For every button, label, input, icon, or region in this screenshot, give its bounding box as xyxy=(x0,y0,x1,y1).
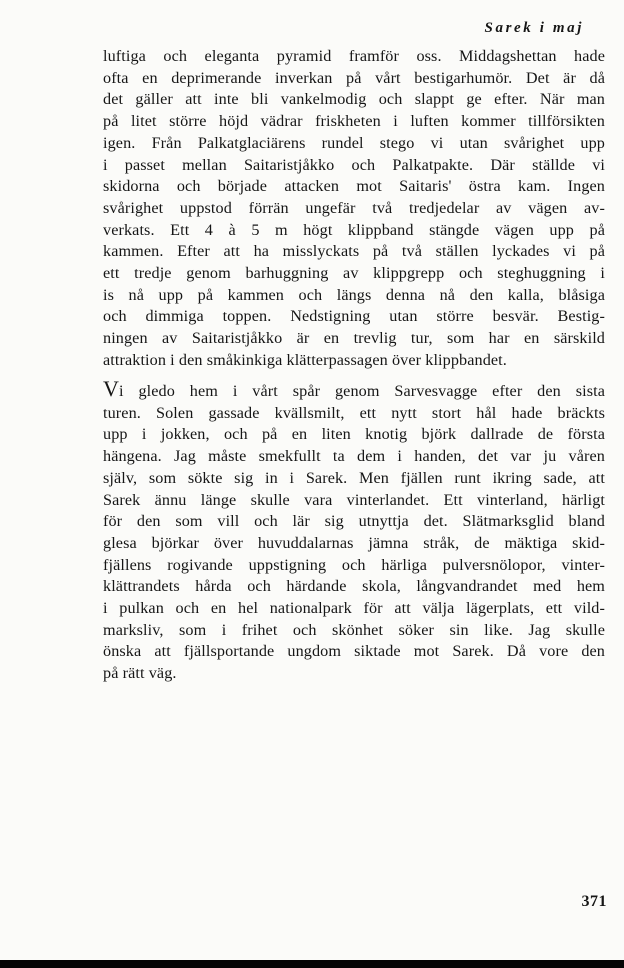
first-line-text: i gledo hem i vårt spår genom Sarvesvagge efter den sista xyxy=(119,382,605,400)
text-line: själv, som sökte sig in i Sarek. Men fjällen runt ikring sade, att xyxy=(103,468,605,487)
text-line: ett tredje genom barhuggning av klippgrepp och steghuggning i xyxy=(103,264,605,283)
text-line: skidorna och började attacken mot Saitaris' östra kam. Ingen xyxy=(103,177,605,196)
text-line: det gäller att inte bli vankelmodig och slappt ge efter. När man xyxy=(103,90,605,109)
drop-cap: V xyxy=(103,376,119,401)
text-line: igen. Från Palkatglaciärens rundel stego vi utan svårighet upp xyxy=(103,133,605,152)
text-line: verkats. Ett 4 à 5 m högt klippband stängde vägen upp på xyxy=(103,220,605,239)
first-line xyxy=(103,378,605,403)
text-line: i passet mellan Saitaristjåkko och Palkatpakte. Där ställde vi xyxy=(103,155,605,174)
text-line: marksliv, som i frihet och skönhet söker sin like. Jag skulle xyxy=(103,620,605,639)
paragraph-2 xyxy=(103,378,605,685)
text-line: för den som vill och lär sig utnyttja det. Slätmarksglid bland xyxy=(103,512,605,531)
text-line: önska att fjällsportande ungdom siktade mot Sarek. Då vore den xyxy=(103,642,605,661)
text-line: turen. Solen gassade kvällsmilt, ett nytt stort hål hade bräckts xyxy=(103,403,605,422)
text-line: upp i jokken, och på en liten knotig björk dallrade de första xyxy=(103,425,605,444)
text-line: kammen. Efter att ha misslyckats på två ställen lyckades vi på xyxy=(103,242,605,261)
running-header: Sarek i maj xyxy=(484,20,584,36)
text-line: attraktion i den småkinkiga klätterpassagen över klippbandet. xyxy=(103,350,507,369)
text-line: hängena. Jag måste smekfullt ta dem i handen, det var ju våren xyxy=(103,447,605,466)
text-line: på litet större höjd vädrar friskheten i luften kommer tillförsikten xyxy=(103,112,605,131)
page-number: 371 xyxy=(581,893,607,910)
text-line: is nå upp på kammen och längs denna nå den kalla, blåsiga xyxy=(103,285,605,304)
text-line: klättrandets hårda och härdande skola, långvandrandet med hem xyxy=(103,577,605,596)
text-line: glesa björkar över huvuddalarnas jämna stråk, de mäktiga skid- xyxy=(103,533,605,552)
text-line: luftiga och eleganta pyramid framför oss. Middagshettan hade xyxy=(103,47,605,65)
text-line: ningen av Saitaristjåkko är en trevlig tur, som har en särskild xyxy=(103,329,605,348)
text-line: på rätt väg. xyxy=(103,664,177,683)
text-line: och dimmiga toppen. Nedstigning utan större besvär. Bestig- xyxy=(103,307,605,326)
text-line: ofta en deprimerande inverkan på vårt bestigarhumör. Det är då xyxy=(103,68,605,87)
text-line: fjällens rogivande uppstigning och härliga pulversnölopor, vinter- xyxy=(103,555,605,574)
text-line: svårighet uppstod förrän ungefär två tredjedelar av vägen av- xyxy=(103,198,605,217)
text-line: i pulkan och en hel nationalpark för att välja lägerplats, ett vild- xyxy=(103,599,605,618)
scan-bottom-edge xyxy=(0,960,624,968)
text-line: Sarek ännu länge skulle vara vinterlandet. Ett vinterland, härligt xyxy=(103,490,605,509)
paragraph-1 xyxy=(103,46,605,372)
